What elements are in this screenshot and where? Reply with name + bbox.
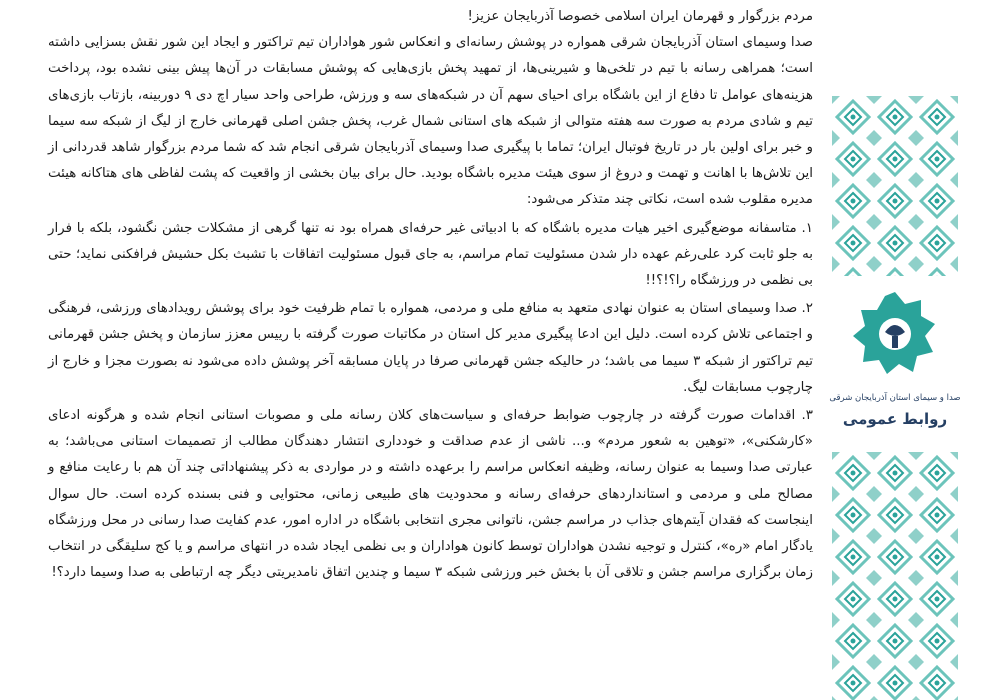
organization-emblem-icon	[829, 288, 961, 448]
geometric-pattern-top	[832, 96, 958, 276]
point-three: ۳. اقدامات صورت گرفته در چارچوب ضوابط حرفه‌ای و سیاست‌های کلان رسانه ملی و مصوبات استانی انجام شده و هرگونه ادعای «کارشکنی»، «توهین به شعور مردم» و... ناشی از عدم صداقت و خودداری انتشار دهندگان مطالب از تصمیمات استانی می‌باشد؛ به عبارتی صدا وسیما به عنوان رسانه، وظیفه انعکاس مراسم را برعهده داشته و در مواردی به ذکر پیشنهاداتی چند آن هم با رعایت منافع و مصالح ملی و مردمی و استانداردهای حرفه‌ای رسانه و محدودیت های طبیعی زمانی، محتوایی و فنی بسنده کرده است. حال سوال اینجاست که فقدان آیتم‌های جذاب در مراسم جشن، ناتوانی مجری انتخابی باشگاه در اداره امور، عدم کفایت صدا رسانی در محل ورزشگاه یادگار امام «ره»، کنترل و توجیه نشدن هواداران توسط کانون هواداران و بی نظمی ایجاد شده در انتهای مراسم و یا کج سلیقگی در انتخاب زمان برگزاری مراسم جشن و تلاقی آن با بخش خبر ورزشی شبکه ۳ سیما و چندین اتفاق نامدیریتی دیگر چه ارتباطی به صدا وسیما دارد؟!	[48, 408, 813, 581]
organization-logo	[829, 288, 961, 448]
geometric-pattern-bottom	[832, 452, 958, 700]
point-one: ۱. متاسفانه موضع‌گیری اخیر هیات مدیره باشگاه که با ادبیاتی غیر حرفه‌ای همراه بود نه تنها گرهی از مشکلات جشن نگشود، بلکه با فرار به جلو ثابت کرد علی‌رغم عهده دار شدن مسئولیت تمام مراسم، به جای قبول مسئولیت اتفاقات با تشبث بکل حشیش فرافکنی نماید؛ حتی بی نظمی در ورزشگاه را؟!؟!!	[48, 220, 813, 289]
article-body	[48, 0, 813, 700]
point-two: ۲. صدا وسیمای استان به عنوان نهادی متعهد به منافع ملی و مردمی، همواره با تمام ظرفیت خود برای پوشش رویدادهای ورزشی، فرهنگی و اجتماعی تلاش کرده است. دلیل این ادعا پیگیری مدیر کل استان در مکاتبات صورت گرفته با رییس معزز سازمان و پخش جشن قهرمانی تیم تراکتور از شبکه ۳ سیما می باشد؛ در حالیکه جشن قهرمانی صرفا در پایان مسابقه آخر پوشش داده می‌شود نه بصورت مجزا و خارج از چارچوب مسابقات لیگ.	[48, 301, 813, 395]
intro-paragraph: صدا وسیمای استان آذربایجان شرقی همواره در پوشش رسانه‌ای و انعکاس شور هواداران تیم تراکتور و ایجاد این شور نقش بسزایی داشته است؛ همراهی رسانه با تیم در تلخی‌ها و شیرینی‌ها، از تمهید پخش بازی‌هایی که پوشش مسابقات در آن‌ها پیش بینی نشده بود، پرداخت هزینه‌های عوامل تا دفاع از این باشگاه برای احیای سهم آن در شبکه‌های سه و ورزش، طراحی واحد سیار اچ دی ۹ دوربینه، بازتاب بازی‌های تیم و شادی مردم به صورت سه هفته متوالی از شبکه های استانی شمال غرب، پخش جشن اصلی قهرمانی خارج از لیگ از شبکه سه سیما و خبر برای اولین بار در تاریخ فوتبال ایران؛ تماما با پیگیری صدا وسیمای آذربایجان شرقی انجام شد که شما مردم بزرگوار شاهد قدردانی از این تلاش‌ها با اهانت و تهمت و دروغ از سوی هیئت مدیره باشگاه بودید. حال برای بیان بخشی از واقعیت که پشت لفاظی های هتاکانه هیئت مدیره مقلوب شده است، نکاتی چند متذکر می‌شود:	[48, 35, 813, 208]
org-name-text: صدا و سیمای استان آذربایجان شرقی	[829, 393, 961, 403]
greeting-line: مردم بزرگوار و قهرمان ایران اسلامی خصوصا آذربایجان عزیز!	[467, 9, 813, 24]
dept-name-text: روابط عمومی	[842, 410, 948, 428]
decorative-sidebar	[830, 0, 960, 700]
